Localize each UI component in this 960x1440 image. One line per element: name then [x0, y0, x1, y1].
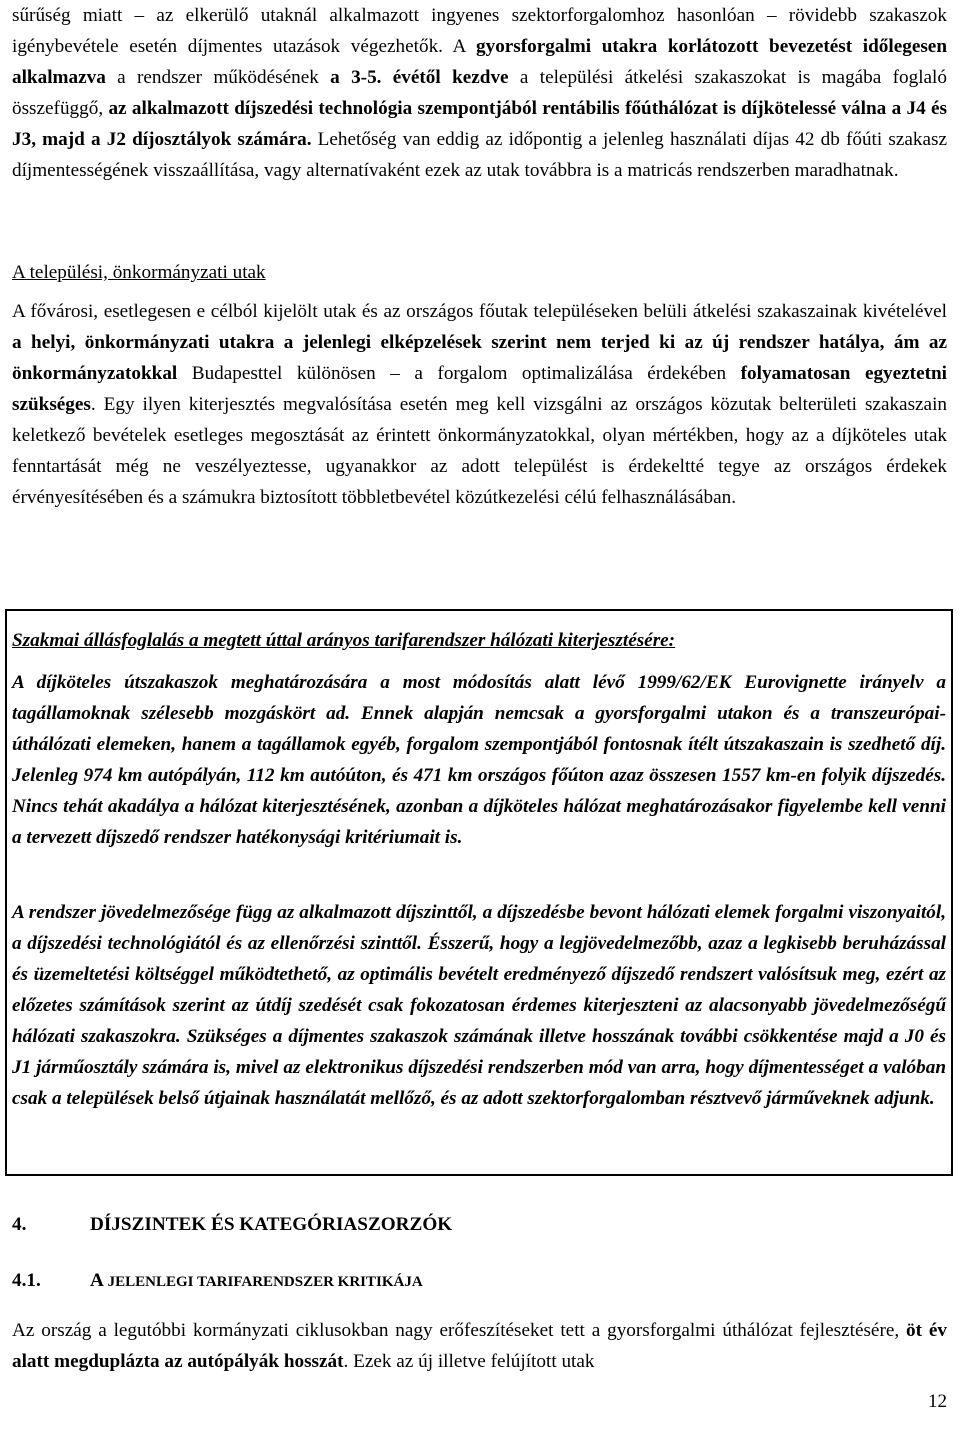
subheading-local-roads: A települési, önkormányzati utak	[12, 262, 266, 283]
section-heading-4: 4. DÍJSZINTEK ÉS KATEGÓRIASZORZÓK	[12, 1214, 453, 1235]
position-statement-box	[5, 609, 953, 1176]
page-number: 12	[928, 1391, 947, 1412]
position-statement-title: Szakmai állásfoglalás a megtett úttal arányos tarifarendszer hálózati kiterjesztésére:	[12, 630, 676, 651]
paragraph-tariff-critique: Az ország a legutóbbi kormányzati ciklusokban nagy erőfeszítéseket tett a gyorsforgalmi úthálózat fejlesztésére, öt év alatt megduplázta az autópályák hosszát. Ezek az új illetve felújított utak	[12, 1320, 947, 1372]
section-heading-4-1: 4.1. A JELENLEGI TARIFARENDSZER KRITIKÁJA	[12, 1270, 423, 1291]
position-statement-paragraph-2: A rendszer jövedelmezősége függ az alkalmazott díjszinttől, a díjszedésbe bevont hálózati elemek forgalmi viszonyaitól, a díjszedési technológiától és az ellenőrzési szinttől. Ésszerű, hogy a legjövedelmezőbb, azaz a legkisebb beruházással és üzemeltetési költséggel működtethető, az optimális bevételt eredményező díjszedő rendszert valósítsuk meg, ezért az előzetes számítások szerint az útdíj szedését csak fokozatosan érdemes kiterjeszteni az alacsonyabb jövedelmezőségű hálózati szakaszokra. Szükséges a díjmentes szakaszok számának illetve hosszának további csökkentése majd a J0 és J1 járműosztály számára is, mivel az elektronikus díjszedési rendszerben mód van arra, hogy díjmentességet a valóban csak a települések belső útjainak használatát mellőző, és az adott szektorforgalomban résztvevő járműveknek adjunk.	[12, 902, 946, 1109]
position-statement-paragraph-1: A díjköteles útszakaszok meghatározására a most módosítás alatt lévő 1999/62/EK Eurovignette irányelv a tagállamoknak szélesebb mozgáskört ad. Ennek alapján nemcsak a gyorsforgalmi utakon és a transzeurópai- úthálózati elemeken, hanem a tagállamok egyéb, forgalom szempontjából fontosnak ítélt útszakaszain is szedhető díj. Jelenleg 974 km autópályán, 112 km autóúton, és 471 km országos főúton azaz összesen 1557 km-en folyik díjszedés. Nincs tehát akadálya a hálózat kiterjesztésének, azonban a díjköteles hálózat meghatározásakor figyelembe kell venni a tervezett díjszedő rendszer hatékonysági kritériumait is.	[12, 672, 946, 848]
paragraph-tolling-extension: sűrűség miatt – az elkerülő utaknál alkalmazott ingyenes szektorforgalomhoz hasonlóan – rövidebb szakaszok igénybevétele esetén díjmentes utazások végezhetők. A gyorsforgalmi utakra korlátozott bevezetést időlegesen alkalmazva a rendszer működésének a 3-5. évétől kezdve a települési átkelési szakaszokat is magába foglaló összefüggő, az alkalmazott díjszedési technológia szempontjából rentábilis főúthálózat is díjkötelessé válna a J4 és J3, majd a J2 díjosztályok számára. Lehetőség van eddig az időpontig a jelenleg használati díjas 42 db főúti szakasz díjmentességének visszaállítása, vagy alternatívaként ezek az utak továbbra is a matricás rendszerben maradhatnak.	[12, 5, 947, 181]
paragraph-local-roads: A fővárosi, esetlegesen e célból kijelölt utak és az országos főutak településeken belüli átkelési szakaszainak kivételével a helyi, önkormányzati utakra a jelenlegi elképzelések szerint nem terjed ki az új rendszer hatálya, ám az önkormányzatokkal Budapesttel különösen – a forgalom optimalizálása érdekében folyamatosan egyeztetni szükséges. Egy ilyen kiterjesztés megvalósítása esetén meg kell vizsgálni az országos közutak belterületi szakaszain keletkező bevételek esetleges megosztását az érintett önkormányzatokkal, olyan mértékben, hogy az a díjköteles utak fenntartását még ne veszélyeztesse, ugyanakkor az adott települést is érdekeltté tegye az országos érdekek érvényesítésében és a számukra biztosított többletbevétel közútkezelési célú felhasználásában.	[12, 301, 947, 508]
